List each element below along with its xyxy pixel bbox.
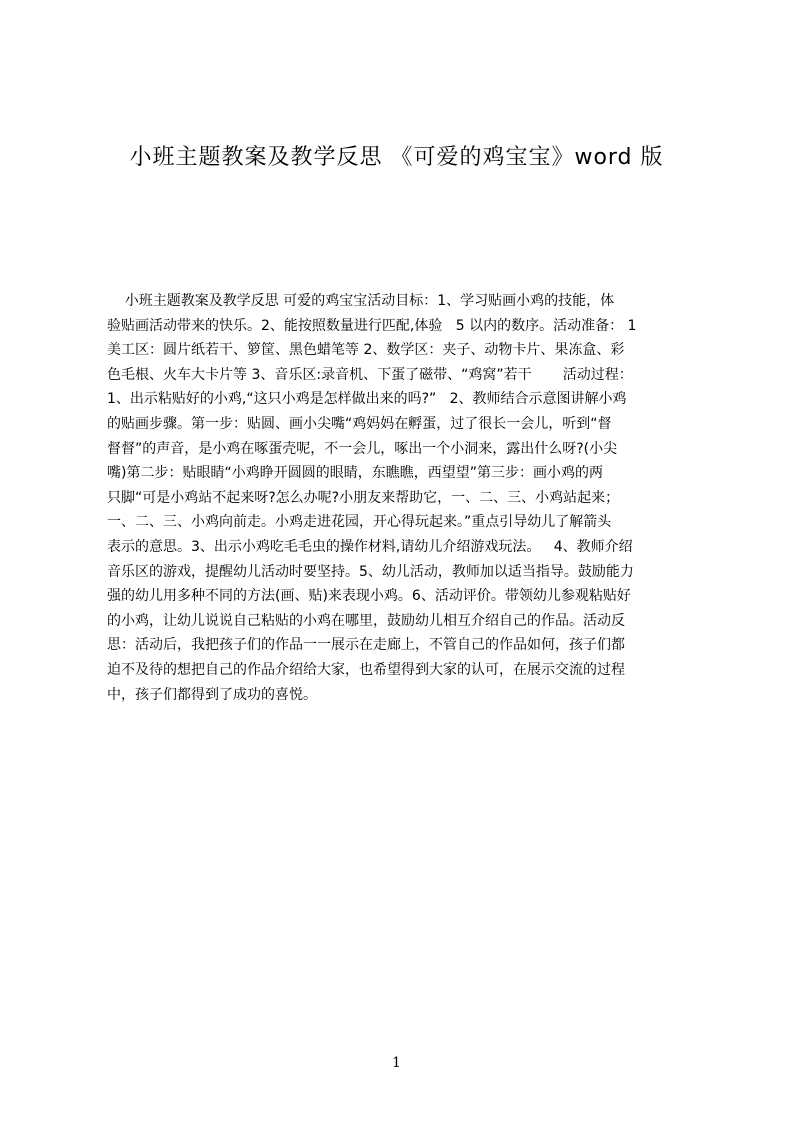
text-line: 一、二、三、小鸡向前走。小鸡走进花园，开心得玩起来。”重点引导幼儿了解箭头 [107,514,612,531]
text-line: 强的幼儿用多种不同的方法(画、贴)来表现小鸡。6、活动评价。带领幼儿参观粘贴好 [107,588,631,605]
body-text [107,289,698,749]
text-line: 美工区：圆片纸若干、箩筐、黑色蜡笔等 2、数学区：夹子、动物卡片、果冻盒、彩 [107,342,625,359]
text-line: 表示的意思。3、出示小鸡吃毛毛虫的操作材料,请幼儿介绍游戏玩法。 4、教师介绍 [107,538,633,555]
text-line: 验贴画活动带来的快乐。2、能按照数量进行匹配,体验 5 以内的数序。活动准备： 1 [107,317,637,334]
text-line: 督督”的声音，是小鸡在啄蛋壳呢，不一会儿，啄出一个小洞来，露出什么呀?(小尖 [107,440,618,457]
page-number: 1 [392,1055,401,1071]
text-line: 迫不及待的想把自己的作品介绍给大家，也希望得到大家的认可，在展示交流的过程 [107,661,625,678]
text-line: 中，孩子们都得到了成功的喜悦。 [107,686,317,703]
page-title: 小班主题教案及教学反思 《可爱的鸡宝宝》word 版 [129,145,664,170]
text-line: 的贴画步骤。第一步：贴圆、画小尖嘴“鸡妈妈在孵蛋，过了很长一会儿，听到“督 [107,415,612,432]
text-line: 小班主题教案及教学反思 可爱的鸡宝宝活动目标：1、学习贴画小鸡的技能，体 [107,293,615,309]
text-line: 音乐区的游戏，提醒幼儿活动时要坚持。5、幼儿活动，教师加以适当指导。鼓励能力 [107,563,634,580]
text-line: 思：活动后，我把孩子们的作品一一展示在走廊上，不管自己的作品如何，孩子们都 [107,637,625,654]
text-line: 嘴)第二步：贴眼睛“小鸡睁开圆圆的眼睛，东瞧瞧，西望望”第三步：画小鸡的两 [107,465,603,482]
text-line: 的小鸡，让幼儿说说自己粘贴的小鸡在哪里，鼓励幼儿相互介绍自己的作品。活动反 [107,612,625,629]
text-line: 色毛根、火车大卡片等 3、音乐区:录音机、下蛋了磁带、“鸡窝”若干 活动过程： [107,366,633,383]
text-line: 1、出示粘贴好的小鸡,“这只小鸡是怎样做出来的吗?” 2、教师结合示意图讲解小鸡 [107,391,627,408]
text-line: 只脚“可是小鸡站不起来呀?怎么办呢?小朋友来帮助它，一、二、三、小鸡站起来； [107,489,620,506]
